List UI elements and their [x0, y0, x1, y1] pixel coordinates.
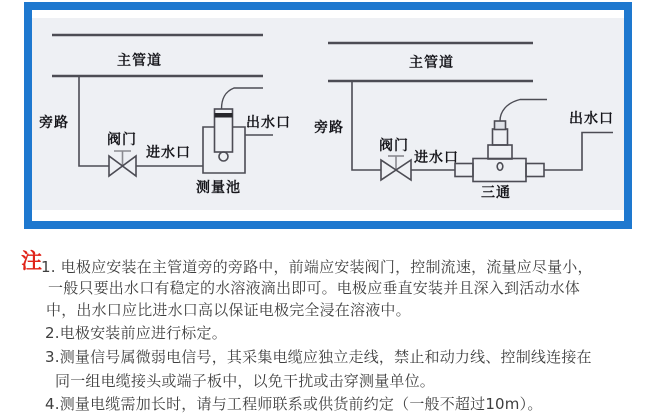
note-line-4: 4.测量电缆需加长时，请与工程师联系或供货前约定（一般不超过10m）。: [45, 395, 543, 413]
electrode-icon: [493, 129, 508, 145]
label-outlet: 出水口: [246, 115, 291, 131]
note-line-1: 1. 电极应安装在主管道旁的旁路中，前端应安装阀门，控制流速，流量应尽量小，: [41, 258, 593, 276]
label-bypass: 旁路: [39, 115, 69, 131]
note-line-3: 3.测量信号属微弱电信号，其采集电缆应独立走线，禁止和动力线、控制线连接在: [45, 348, 592, 366]
label-bypass: 旁路: [314, 120, 344, 136]
electrode-tip: [497, 163, 503, 171]
electrode-cable: [222, 88, 264, 109]
bypass-pipe: [79, 76, 109, 166]
electrode-cable: [500, 100, 547, 122]
bypass-pipe: [352, 81, 381, 170]
label-valve: 阀门: [379, 138, 409, 154]
note-marker: 注: [21, 249, 42, 273]
note-line-2: 2.电极安装前应进行标定。: [45, 324, 227, 342]
label-outlet: 出水口: [569, 111, 614, 127]
label-main-pipe: 主管道: [409, 55, 454, 71]
label-inlet: 进水口: [146, 145, 191, 161]
valve-handle-icon: [114, 151, 131, 165]
label-valve: 阀门: [107, 132, 137, 148]
outlet-pipe: [544, 133, 613, 171]
label-main-pipe: 主管道: [117, 53, 162, 69]
note-line-1-cont: 一般只要出水口有稳定的水溶液滴出即可。电极应垂直安装并且深入到活动水体: [48, 279, 581, 297]
electrode-tip: [219, 152, 228, 161]
note-line-1-cont2: 中，出水口应比进水口高以保证电极完全浸在溶液中。: [46, 301, 411, 319]
note-line-3-cont: 同一组电缆接头或端子板中，以免干扰或击穿测量单位。: [55, 372, 436, 390]
electrode-cap: [495, 121, 506, 130]
tee-collar: [488, 145, 512, 159]
electrode-band: [215, 113, 233, 118]
tee-right-stub: [526, 164, 544, 177]
label-inlet: 进水口: [414, 150, 459, 166]
label-measuring-cell: 测量池: [196, 180, 241, 196]
label-tee: 三通: [481, 185, 511, 201]
